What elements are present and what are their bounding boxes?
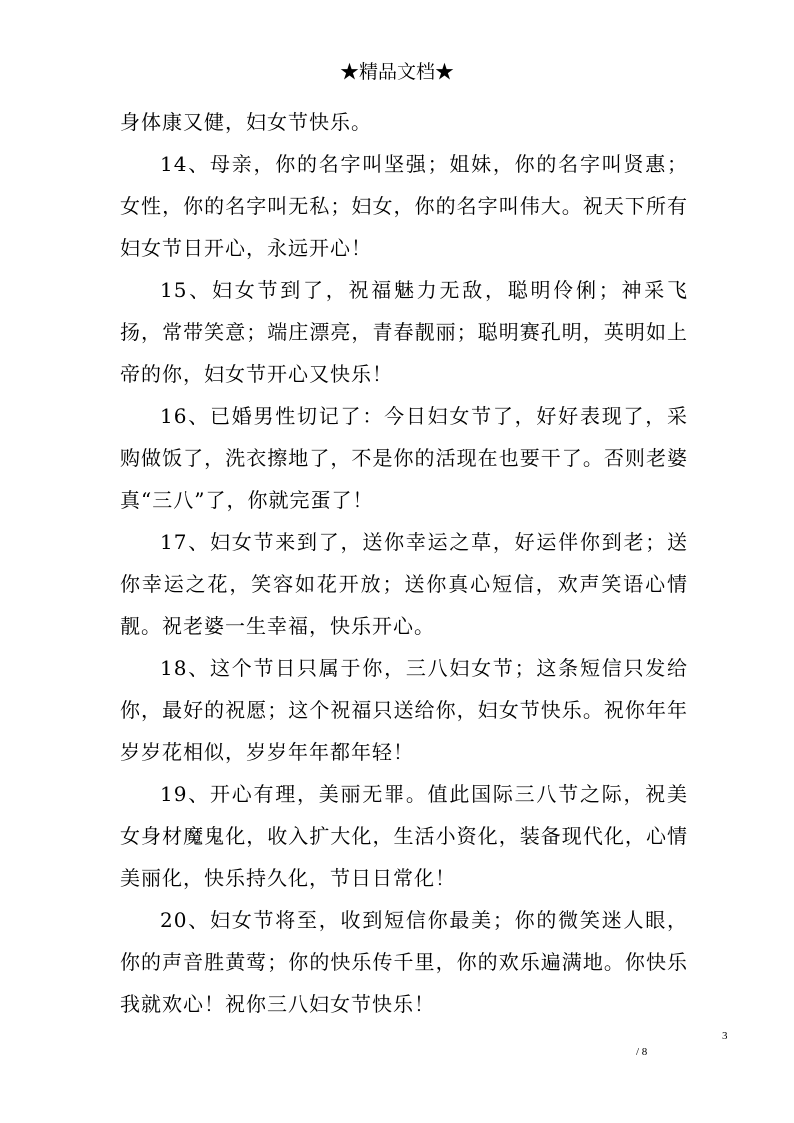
paragraph-item-15: 15、妇女节到了，祝福魅力无敌，聪明伶俐；神采飞扬，常带笑意；端庄漂亮，青春靓丽；聪明赛孔明，英明如上帝的你，妇女节开心又快乐！ bbox=[120, 278, 688, 386]
paragraph-continuation: 身体康又健，妇女节快乐。 bbox=[120, 110, 372, 134]
paragraph-item-14: 14、母亲，你的名字叫坚强；姐妹，你的名字叫贤惠；女性，你的名字叫无私；妇女，你的名字叫伟大。祝天下所有妇女节日开心，永远开心！ bbox=[120, 152, 688, 260]
document-body bbox=[120, 101, 688, 1025]
paragraph-item-19: 19、开心有理，美丽无罪。值此国际三八节之际，祝美女身材魔鬼化，收入扩大化，生活小资化，装备现代化，心情美丽化，快乐持久化，节日日常化！ bbox=[120, 782, 688, 890]
paragraph-item-18: 18、这个节日只属于你，三八妇女节；这条短信只发给你，最好的祝愿；这个祝福只送给你，妇女节快乐。祝你年年岁岁花相似，岁岁年年都年轻！ bbox=[120, 656, 688, 764]
paragraph-item-20: 20、妇女节将至，收到短信你最美；你的微笑迷人眼，你的声音胜黄莺；你的快乐传千里，你的欢乐遍满地。你快乐我就欢心！祝你三八妇女节快乐！ bbox=[120, 908, 688, 1016]
page-number: 3 bbox=[722, 1030, 728, 1042]
page-header-title: ★精品文档★ bbox=[339, 61, 454, 83]
paragraph-item-17: 17、妇女节来到了，送你幸运之草，好运伴你到老；送你幸运之花，笑容如花开放；送你真心短信，欢声笑语心情靓。祝老婆一生幸福，快乐开心。 bbox=[120, 530, 688, 638]
page-total: / 8 bbox=[636, 1046, 648, 1058]
paragraph-item-16: 16、已婚男性切记了：今日妇女节了，好好表现了，采购做饭了，洗衣擦地了，不是你的活现在也要干了。否则老婆真“三八”了，你就完蛋了！ bbox=[120, 404, 688, 512]
